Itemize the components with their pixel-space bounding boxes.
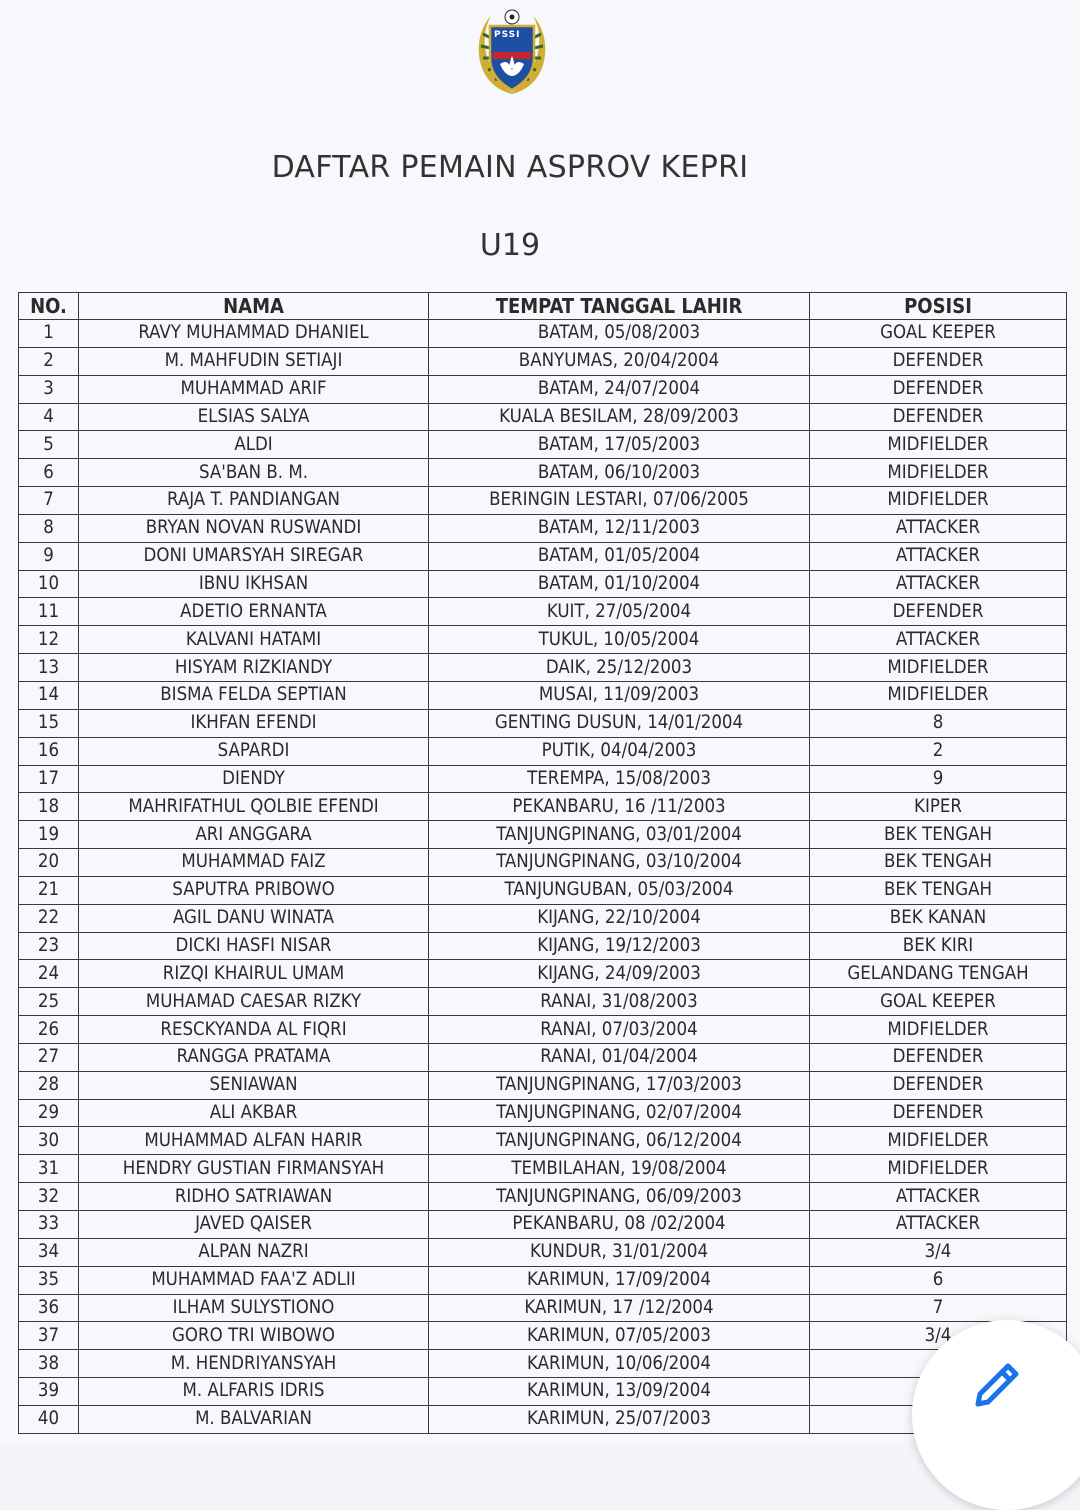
- cell-posisi: DEFENDER: [810, 1043, 1067, 1071]
- table-row: [19, 1099, 1067, 1127]
- cell-ttl: BATAM, 17/05/2003: [429, 431, 810, 459]
- table-row: [19, 1127, 1067, 1155]
- cell-posisi: 2: [810, 737, 1067, 765]
- table-row: [19, 487, 1067, 515]
- cell-posisi: DEFENDER: [810, 375, 1067, 403]
- column-header-no: NO.: [19, 293, 79, 320]
- cell-ttl: TANJUNGPINANG, 06/12/2004: [429, 1127, 810, 1155]
- table-row: [19, 654, 1067, 682]
- cell-no: 19: [19, 821, 79, 849]
- cell-ttl: BATAM, 01/10/2004: [429, 570, 810, 598]
- cell-ttl: BATAM, 12/11/2003: [429, 514, 810, 542]
- table-row: [19, 514, 1067, 542]
- cell-ttl: TANJUNGUBAN, 05/03/2004: [429, 876, 810, 904]
- cell-nama: ARI ANGGARA: [79, 821, 429, 849]
- cell-ttl: KIJANG, 19/12/2003: [429, 932, 810, 960]
- table-row: [19, 459, 1067, 487]
- cell-no: 17: [19, 765, 79, 793]
- table-row: [19, 793, 1067, 821]
- cell-nama: SENIAWAN: [79, 1071, 429, 1099]
- cell-no: 34: [19, 1238, 79, 1266]
- page-subtitle: U19: [479, 228, 541, 263]
- table-row: [19, 320, 1067, 348]
- cell-no: 25: [19, 988, 79, 1016]
- column-header-ttl: TEMPAT TANGGAL LAHIR: [429, 293, 810, 320]
- cell-no: 35: [19, 1266, 79, 1294]
- table-row: [19, 988, 1067, 1016]
- cell-nama: RAJA T. PANDIANGAN: [79, 487, 429, 515]
- cell-nama: ALI AKBAR: [79, 1099, 429, 1127]
- cell-posisi: DEFENDER: [810, 1099, 1067, 1127]
- cell-nama: M. HENDRIYANSYAH: [79, 1350, 429, 1378]
- cell-no: 8: [19, 514, 79, 542]
- cell-nama: BISMA FELDA SEPTIAN: [79, 681, 429, 709]
- cell-nama: RANGGA PRATAMA: [79, 1043, 429, 1071]
- cell-nama: ALDI: [79, 431, 429, 459]
- table-row: [19, 542, 1067, 570]
- cell-posisi: ATTACKER: [810, 1211, 1067, 1239]
- cell-nama: M. MAHFUDIN SETIAJI: [79, 347, 429, 375]
- cell-nama: ADETIO ERNANTA: [79, 598, 429, 626]
- cell-posisi: DEFENDER: [810, 1071, 1067, 1099]
- cell-ttl: BERINGIN LESTARI, 07/06/2005: [429, 487, 810, 515]
- table-row: [19, 1183, 1067, 1211]
- cell-nama: HENDRY GUSTIAN FIRMANSYAH: [79, 1155, 429, 1183]
- cell-ttl: TUKUL, 10/05/2004: [429, 626, 810, 654]
- cell-posisi: MIDFIELDER: [810, 1155, 1067, 1183]
- cell-nama: DICKI HASFI NISAR: [79, 932, 429, 960]
- table-row: [19, 1211, 1067, 1239]
- cell-ttl: PUTIK, 04/04/2003: [429, 737, 810, 765]
- cell-no: 29: [19, 1099, 79, 1127]
- cell-no: 7: [19, 487, 79, 515]
- table-row: [19, 709, 1067, 737]
- cell-posisi: MIDFIELDER: [810, 1127, 1067, 1155]
- cell-no: 5: [19, 431, 79, 459]
- cell-ttl: KARIMUN, 17/09/2004: [429, 1266, 810, 1294]
- table-row: [19, 570, 1067, 598]
- table-row: [19, 1405, 1067, 1433]
- cell-ttl: TANJUNGPINANG, 03/10/2004: [429, 849, 810, 877]
- cell-no: 22: [19, 904, 79, 932]
- cell-no: 36: [19, 1294, 79, 1322]
- table-row: [19, 876, 1067, 904]
- cell-ttl: DAIK, 25/12/2003: [429, 654, 810, 682]
- table-row: [19, 960, 1067, 988]
- cell-ttl: BATAM, 06/10/2003: [429, 459, 810, 487]
- column-header-nama: NAMA: [79, 293, 429, 320]
- cell-ttl: RANAI, 07/03/2004: [429, 1016, 810, 1044]
- table-row: [19, 1294, 1067, 1322]
- pencil-icon: [964, 1354, 1028, 1418]
- table-row: [19, 904, 1067, 932]
- cell-posisi: GOAL KEEPER: [810, 320, 1067, 348]
- cell-nama: MUHAMMAD ALFAN HARIR: [79, 1127, 429, 1155]
- cell-no: 14: [19, 681, 79, 709]
- cell-posisi: BEK KANAN: [810, 904, 1067, 932]
- cell-posisi: BEK TENGAH: [810, 849, 1067, 877]
- cell-posisi: 9: [810, 765, 1067, 793]
- cell-ttl: GENTING DUSUN, 14/01/2004: [429, 709, 810, 737]
- cell-nama: DIENDY: [79, 765, 429, 793]
- cell-nama: ILHAM SULYSTIONO: [79, 1294, 429, 1322]
- cell-no: 20: [19, 849, 79, 877]
- table-row: [19, 626, 1067, 654]
- cell-no: 3: [19, 375, 79, 403]
- cell-ttl: RANAI, 01/04/2004: [429, 1043, 810, 1071]
- cell-ttl: KARIMUN, 25/07/2003: [429, 1405, 810, 1433]
- cell-nama: MUHAMMAD FAIZ: [79, 849, 429, 877]
- cell-ttl: KUIT, 27/05/2004: [429, 598, 810, 626]
- cell-ttl: KUNDUR, 31/01/2004: [429, 1238, 810, 1266]
- cell-ttl: PEKANBARU, 08 /02/2004: [429, 1211, 810, 1239]
- cell-nama: JAVED QAISER: [79, 1211, 429, 1239]
- cell-no: 10: [19, 570, 79, 598]
- cell-nama: HISYAM RIZKIANDY: [79, 654, 429, 682]
- cell-ttl: TEREMPA, 15/08/2003: [429, 765, 810, 793]
- table-row: [19, 821, 1067, 849]
- table-row: [19, 737, 1067, 765]
- cell-posisi: 3/4: [810, 1322, 1067, 1350]
- cell-ttl: RANAI, 31/08/2003: [429, 988, 810, 1016]
- cell-nama: GORO TRI WIBOWO: [79, 1322, 429, 1350]
- cell-posisi: BEK KIRI: [810, 932, 1067, 960]
- table-row: [19, 1350, 1067, 1378]
- cell-ttl: TANJUNGPINANG, 06/09/2003: [429, 1183, 810, 1211]
- cell-ttl: KARIMUN, 10/06/2004: [429, 1350, 810, 1378]
- cell-nama: M. ALFARIS IDRIS: [79, 1378, 429, 1406]
- cell-ttl: BATAM, 05/08/2003: [429, 320, 810, 348]
- cell-no: 37: [19, 1322, 79, 1350]
- cell-no: 27: [19, 1043, 79, 1071]
- table-row: [19, 849, 1067, 877]
- column-header-posisi: POSISI: [810, 293, 1067, 320]
- cell-posisi: BEK TENGAH: [810, 876, 1067, 904]
- cell-nama: AGIL DANU WINATA: [79, 904, 429, 932]
- cell-nama: ELSIAS SALYA: [79, 403, 429, 431]
- cell-nama: MAHRIFATHUL QOLBIE EFENDI: [79, 793, 429, 821]
- cell-nama: KALVANI HATAMI: [79, 626, 429, 654]
- cell-posisi: ATTACKER: [810, 1183, 1067, 1211]
- cell-nama: RESCKYANDA AL FIQRI: [79, 1016, 429, 1044]
- table-row: [19, 403, 1067, 431]
- table-row: [19, 1043, 1067, 1071]
- cell-posisi: 7: [810, 1294, 1067, 1322]
- cell-posisi: MIDFIELDER: [810, 459, 1067, 487]
- cell-ttl: TEMBILAHAN, 19/08/2004: [429, 1155, 810, 1183]
- table-row: [19, 1378, 1067, 1406]
- cell-nama: MUHAMAD CAESAR RIZKY: [79, 988, 429, 1016]
- cell-posisi: MIDFIELDER: [810, 431, 1067, 459]
- cell-nama: MUHAMMAD FAA'Z ADLII: [79, 1266, 429, 1294]
- cell-posisi: DEFENDER: [810, 598, 1067, 626]
- table-row: [19, 1016, 1067, 1044]
- cell-posisi: ATTACKER: [810, 626, 1067, 654]
- cell-nama: SAPARDI: [79, 737, 429, 765]
- cell-nama: RIDHO SATRIAWAN: [79, 1183, 429, 1211]
- table-row: [19, 598, 1067, 626]
- cell-nama: BRYAN NOVAN RUSWANDI: [79, 514, 429, 542]
- cell-no: 38: [19, 1350, 79, 1378]
- cell-nama: IKHFAN EFENDI: [79, 709, 429, 737]
- cell-nama: MUHAMMAD ARIF: [79, 375, 429, 403]
- cell-no: 18: [19, 793, 79, 821]
- table-row: [19, 347, 1067, 375]
- cell-nama: RAVY MUHAMMAD DHANIEL: [79, 320, 429, 348]
- cell-ttl: KARIMUN, 17 /12/2004: [429, 1294, 810, 1322]
- cell-no: 31: [19, 1155, 79, 1183]
- cell-ttl: TANJUNGPINANG, 17/03/2003: [429, 1071, 810, 1099]
- cell-nama: RIZQI KHAIRUL UMAM: [79, 960, 429, 988]
- cell-no: 13: [19, 654, 79, 682]
- cell-no: 1: [19, 320, 79, 348]
- cell-no: 2: [19, 347, 79, 375]
- page-title: DAFTAR PEMAIN ASPROV KEPRI: [271, 150, 749, 185]
- table-row: [19, 1238, 1067, 1266]
- cell-ttl: KIJANG, 24/09/2003: [429, 960, 810, 988]
- table-row: [19, 681, 1067, 709]
- cell-ttl: BATAM, 01/05/2004: [429, 542, 810, 570]
- cell-nama: DONI UMARSYAH SIREGAR: [79, 542, 429, 570]
- cell-posisi: MIDFIELDER: [810, 681, 1067, 709]
- cell-no: 9: [19, 542, 79, 570]
- cell-ttl: KARIMUN, 07/05/2003: [429, 1322, 810, 1350]
- cell-posisi: MIDFIELDER: [810, 654, 1067, 682]
- table-row: [19, 765, 1067, 793]
- cell-nama: SAPUTRA PRIBOWO: [79, 876, 429, 904]
- cell-posisi: KIPER: [810, 793, 1067, 821]
- table-header-row: [19, 293, 1067, 320]
- cell-no: 30: [19, 1127, 79, 1155]
- cell-posisi: ATTACKER: [810, 514, 1067, 542]
- table-row: [19, 932, 1067, 960]
- cell-posisi: 8: [810, 709, 1067, 737]
- table-row: [19, 1266, 1067, 1294]
- cell-no: 24: [19, 960, 79, 988]
- cell-posisi: 6: [810, 1266, 1067, 1294]
- cell-no: 40: [19, 1405, 79, 1433]
- cell-no: 11: [19, 598, 79, 626]
- table-row: [19, 1155, 1067, 1183]
- pssi-logo: [471, 4, 553, 100]
- cell-posisi: ATTACKER: [810, 542, 1067, 570]
- cell-ttl: PEKANBARU, 16 /11/2003: [429, 793, 810, 821]
- cell-nama: ALPAN NAZRI: [79, 1238, 429, 1266]
- cell-posisi: 3/4: [810, 1238, 1067, 1266]
- player-table: [18, 292, 1067, 1434]
- cell-posisi: BEK TENGAH: [810, 821, 1067, 849]
- table-row: [19, 431, 1067, 459]
- cell-ttl: BATAM, 24/07/2004: [429, 375, 810, 403]
- cell-posisi: GELANDANG TENGAH: [810, 960, 1067, 988]
- cell-posisi: MIDFIELDER: [810, 487, 1067, 515]
- cell-nama: M. BALVARIAN: [79, 1405, 429, 1433]
- table-body: [19, 320, 1067, 1434]
- table-row: [19, 1071, 1067, 1099]
- cell-no: 23: [19, 932, 79, 960]
- cell-no: 15: [19, 709, 79, 737]
- cell-no: 28: [19, 1071, 79, 1099]
- cell-posisi: MIDFIELDER: [810, 1016, 1067, 1044]
- cell-ttl: KIJANG, 22/10/2004: [429, 904, 810, 932]
- cell-no: 26: [19, 1016, 79, 1044]
- cell-ttl: KARIMUN, 13/09/2004: [429, 1378, 810, 1406]
- cell-nama: SA'BAN B. M.: [79, 459, 429, 487]
- cell-posisi: DEFENDER: [810, 347, 1067, 375]
- cell-ttl: MUSAI, 11/09/2003: [429, 681, 810, 709]
- cell-no: 6: [19, 459, 79, 487]
- cell-no: 16: [19, 737, 79, 765]
- cell-ttl: BANYUMAS, 20/04/2004: [429, 347, 810, 375]
- table-row: [19, 375, 1067, 403]
- cell-no: 39: [19, 1378, 79, 1406]
- cell-posisi: GOAL KEEPER: [810, 988, 1067, 1016]
- cell-no: 32: [19, 1183, 79, 1211]
- cell-ttl: TANJUNGPINANG, 02/07/2004: [429, 1099, 810, 1127]
- cell-no: 12: [19, 626, 79, 654]
- logo-text: PSSI: [494, 30, 521, 40]
- cell-ttl: TANJUNGPINANG, 03/01/2004: [429, 821, 810, 849]
- cell-no: 21: [19, 876, 79, 904]
- cell-no: 33: [19, 1211, 79, 1239]
- table-row: [19, 1322, 1067, 1350]
- cell-posisi: DEFENDER: [810, 403, 1067, 431]
- cell-no: 4: [19, 403, 79, 431]
- cell-ttl: KUALA BESILAM, 28/09/2003: [429, 403, 810, 431]
- cell-posisi: ATTACKER: [810, 570, 1067, 598]
- cell-nama: IBNU IKHSAN: [79, 570, 429, 598]
